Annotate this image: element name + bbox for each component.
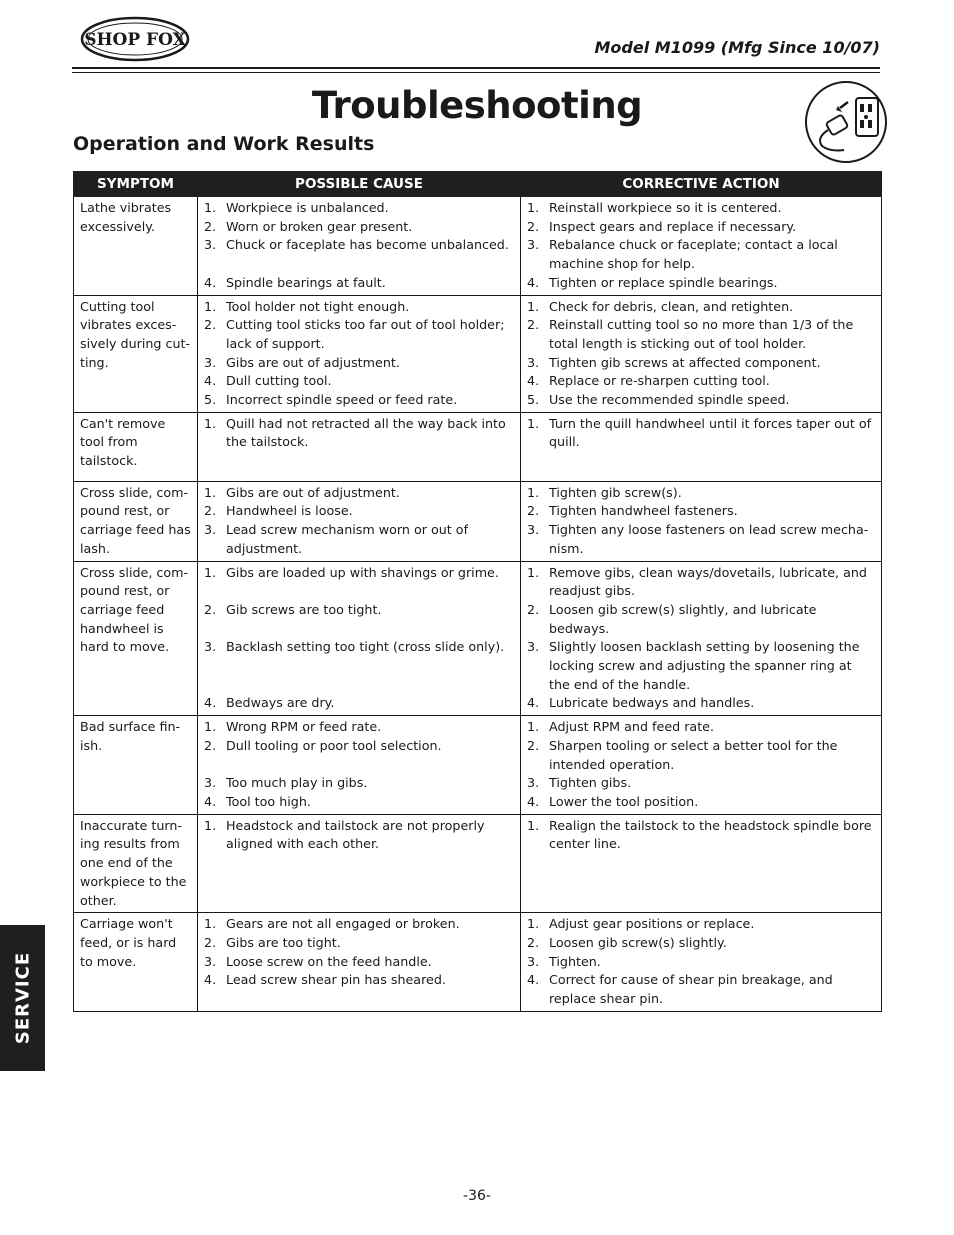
- item-text: Gibs are loaded up with shavings or grime.: [226, 564, 499, 580]
- action-cell: [521, 716, 882, 815]
- causes-list: [204, 564, 514, 714]
- item-text: Worn or broken gear present.: [226, 218, 413, 234]
- cause-item: [204, 774, 514, 793]
- page-title: Troubleshooting: [311, 84, 643, 127]
- action-item: [527, 953, 875, 972]
- item-text: Tighten or replace spindle bearings.: [549, 274, 778, 290]
- spacer: [204, 620, 514, 639]
- item-text: Lower the tool position.: [549, 793, 699, 809]
- action-item: [527, 298, 875, 317]
- item-text: Tighten handwheel fasteners.: [549, 503, 738, 519]
- cause-cell: [198, 197, 521, 296]
- item-number: 4.: [527, 793, 540, 809]
- item-number: 2.: [527, 317, 540, 333]
- item-number: 1.: [527, 200, 540, 215]
- item-text: Rebalance chuck or faceplate; contact a local machine shop for help.: [549, 237, 838, 272]
- item-number: 5.: [204, 392, 217, 408]
- item-text: Turn the quill handwheel until it forces taper out of quill.: [549, 415, 872, 450]
- item-text: Cutting tool sticks too far out of tool holder; lack of support.: [226, 317, 505, 351]
- cause-item: [204, 564, 514, 583]
- causes-list: [204, 915, 514, 990]
- item-text: Too much play in gibs.: [226, 775, 368, 791]
- item-text: Incorrect spindle speed or feed rate.: [226, 392, 458, 408]
- spacer: [204, 676, 514, 695]
- item-text: Dull cutting tool.: [226, 373, 332, 389]
- table-body: [74, 197, 882, 1012]
- item-number: 1.: [527, 415, 540, 431]
- item-number: 3.: [204, 354, 217, 370]
- item-number: 4.: [204, 695, 217, 711]
- action-item: [527, 817, 875, 854]
- action-cell: [521, 197, 882, 296]
- item-text: Bedways are dry.: [226, 695, 335, 711]
- actions-list: [527, 199, 875, 293]
- action-item: [527, 199, 875, 218]
- action-item: [527, 236, 875, 273]
- item-number: 2.: [527, 601, 540, 617]
- action-item: [527, 218, 875, 237]
- causes-list: [204, 817, 514, 854]
- item-number: 2.: [527, 737, 540, 753]
- spacer: [204, 756, 514, 775]
- item-number: 1.: [527, 817, 540, 833]
- item-text: Gears are not all engaged or broken.: [226, 916, 460, 932]
- cause-item: [204, 718, 514, 737]
- action-item: [527, 316, 875, 353]
- item-text: Use the recommended spindle speed.: [549, 392, 790, 408]
- header-rule: [72, 67, 880, 69]
- cause-cell: [198, 913, 521, 1012]
- item-number: 1.: [204, 916, 217, 932]
- item-number: 3.: [527, 953, 540, 969]
- symptom-cell: Lathe vibrates excessively.: [74, 197, 198, 296]
- item-text: Tool holder not tight enough.: [226, 298, 410, 314]
- item-text: Loose screw on the feed handle.: [226, 953, 432, 969]
- table-row: [74, 197, 882, 296]
- action-item: [527, 484, 875, 503]
- causes-list: [204, 298, 514, 410]
- section-tab-label: SERVICE: [12, 951, 33, 1045]
- cause-item: [204, 953, 514, 972]
- header-symptom: SYMPTOM: [74, 172, 198, 197]
- action-item: [527, 638, 875, 694]
- item-number: 4.: [204, 274, 217, 290]
- table-row: [74, 561, 882, 716]
- cause-cell: [198, 412, 521, 481]
- table-header-row: [74, 172, 882, 197]
- model-info: Model M1099 (Mfg Since 10/07): [594, 38, 880, 57]
- item-number: 2.: [527, 934, 540, 950]
- actions-list: [527, 415, 875, 452]
- item-text: Correct for cause of shear pin breakage, and replace shear pin.: [549, 972, 833, 1007]
- item-text: Lead screw mechanism worn or out of adjustment.: [226, 522, 469, 556]
- item-text: Tool too high.: [226, 793, 311, 809]
- item-number: 1.: [204, 817, 217, 833]
- item-text: Dull tooling or poor tool selection.: [226, 737, 442, 753]
- item-text: Backlash setting too tight (cross slide only).: [226, 639, 505, 655]
- item-text: Loosen gib screw(s) slightly.: [549, 934, 727, 950]
- item-text: Lead screw shear pin has sheared.: [226, 972, 446, 988]
- actions-list: [527, 298, 875, 410]
- item-number: 3.: [527, 237, 540, 253]
- symptom-cell: Cutting tool vibrates exces-sively during cut-ting.: [74, 295, 198, 412]
- electrical-plug-icon: [804, 80, 888, 164]
- item-text: Inspect gears and replace if necessary.: [549, 218, 797, 234]
- item-number: 1.: [527, 719, 540, 735]
- action-item: [527, 274, 875, 293]
- item-text: Gib screws are too tight.: [226, 601, 382, 617]
- symptom-cell: Cross slide, com-pound rest, or carriage feed has lash.: [74, 481, 198, 561]
- cause-cell: [198, 561, 521, 716]
- item-text: Reinstall cutting tool so no more than 1/3 of the total length is sticking out of tool holder.: [549, 317, 854, 351]
- causes-list: [204, 484, 514, 559]
- item-text: Check for debris, clean, and retighten.: [549, 298, 794, 314]
- item-number: 1.: [204, 200, 217, 215]
- table-row: [74, 412, 882, 481]
- action-item: [527, 391, 875, 410]
- action-item: [527, 372, 875, 391]
- cause-item: [204, 934, 514, 953]
- cause-item: [204, 817, 514, 854]
- item-number: 2.: [204, 503, 217, 519]
- item-number: 2.: [204, 737, 217, 753]
- item-number: 1.: [204, 564, 217, 580]
- actions-list: [527, 817, 875, 854]
- action-item: [527, 971, 875, 1008]
- item-number: 2.: [204, 601, 217, 617]
- actions-list: [527, 564, 875, 714]
- header-corrective-action: CORRECTIVE ACTION: [521, 172, 882, 197]
- item-text: Gibs are too tight.: [226, 934, 341, 950]
- item-number: 1.: [204, 415, 217, 431]
- action-item: [527, 694, 875, 713]
- item-text: Adjust gear positions or replace.: [549, 916, 755, 932]
- action-cell: [521, 561, 882, 716]
- actions-list: [527, 484, 875, 559]
- cause-item: [204, 971, 514, 990]
- item-number: 2.: [527, 503, 540, 519]
- item-number: 4.: [204, 972, 217, 988]
- item-text: Tighten gibs.: [549, 775, 632, 791]
- cause-item: [204, 316, 514, 353]
- symptom-cell: Carriage won't feed, or is hard to move.: [74, 913, 198, 1012]
- item-text: Chuck or faceplate has become unbalanced.: [226, 237, 509, 253]
- item-number: 3.: [527, 775, 540, 791]
- cause-item: [204, 372, 514, 391]
- item-number: 5.: [527, 392, 540, 408]
- action-item: [527, 774, 875, 793]
- table-row: [74, 716, 882, 815]
- item-number: 1.: [204, 484, 217, 500]
- item-number: 1.: [527, 298, 540, 314]
- table-row: [74, 295, 882, 412]
- cause-item: [204, 915, 514, 934]
- action-item: [527, 521, 875, 558]
- item-number: 4.: [204, 373, 217, 389]
- item-number: 4.: [204, 793, 217, 809]
- cause-item: [204, 199, 514, 218]
- action-item: [527, 601, 875, 638]
- cause-item: [204, 484, 514, 503]
- item-number: 4.: [527, 373, 540, 389]
- item-number: 3.: [527, 639, 540, 655]
- action-item: [527, 415, 875, 452]
- cause-cell: [198, 481, 521, 561]
- action-cell: [521, 481, 882, 561]
- item-text: Gibs are out of adjustment.: [226, 484, 400, 500]
- section-title: Operation and Work Results: [73, 133, 375, 155]
- cause-item: [204, 694, 514, 713]
- item-text: Wrong RPM or feed rate.: [226, 719, 382, 735]
- table-row: [74, 481, 882, 561]
- item-number: 2.: [204, 934, 217, 950]
- item-number: 2.: [204, 317, 217, 333]
- item-number: 3.: [527, 522, 540, 538]
- cause-item: [204, 218, 514, 237]
- item-number: 3.: [204, 237, 217, 253]
- item-text: Loosen gib screw(s) slightly, and lubricate bedways.: [549, 601, 817, 636]
- item-text: Remove gibs, clean ways/dovetails, lubricate, and readjust gibs.: [549, 564, 867, 599]
- item-text: Tighten gib screws at affected component.: [549, 354, 821, 370]
- item-number: 1.: [527, 564, 540, 580]
- section-tab-service: [0, 925, 45, 1071]
- cause-cell: [198, 814, 521, 913]
- action-item: [527, 934, 875, 953]
- action-cell: [521, 412, 882, 481]
- cause-item: [204, 354, 514, 373]
- page-number: -36-: [463, 1188, 491, 1204]
- symptom-cell: Bad surface fin-ish.: [74, 716, 198, 815]
- cause-item: [204, 601, 514, 620]
- item-number: 3.: [204, 775, 217, 791]
- item-text: Tighten gib screw(s).: [549, 484, 682, 500]
- item-text: Workpiece is unbalanced.: [226, 200, 389, 215]
- item-text: Realign the tailstock to the headstock spindle bore center line.: [549, 817, 872, 852]
- action-item: [527, 564, 875, 601]
- item-number: 1.: [527, 484, 540, 500]
- cause-cell: [198, 295, 521, 412]
- symptom-cell: Cross slide, com-pound rest, or carriage feed handwheel is hard to move.: [74, 561, 198, 716]
- item-number: 2.: [204, 218, 217, 234]
- item-text: Spindle bearings at fault.: [226, 274, 386, 290]
- item-number: 2.: [527, 218, 540, 234]
- item-number: 1.: [204, 298, 217, 314]
- shop-fox-logo: [80, 16, 190, 62]
- cause-item: [204, 638, 514, 657]
- cause-item: [204, 415, 514, 452]
- item-number: 1.: [527, 916, 540, 932]
- item-text: Tighten any loose fasteners on lead screw mecha-nism.: [549, 522, 869, 556]
- cause-item: [204, 793, 514, 812]
- header-possible-cause: POSSIBLE CAUSE: [198, 172, 521, 197]
- item-text: Lubricate bedways and handles.: [549, 695, 755, 711]
- item-text: Slightly loosen backlash setting by loosening the locking screw and adjusting the spanner ring at the end of the handle.: [549, 639, 860, 692]
- item-text: Headstock and tailstock are not properly aligned with each other.: [226, 817, 485, 852]
- item-number: 3.: [204, 639, 217, 655]
- symptom-cell: Inaccurate turn-ing results from one end of the workpiece to the other.: [74, 814, 198, 913]
- action-item: [527, 915, 875, 934]
- item-text: Quill had not retracted all the way back into the tailstock.: [226, 415, 506, 450]
- cause-item: [204, 521, 514, 558]
- header-rule-thin: [72, 72, 880, 73]
- item-number: 4.: [527, 274, 540, 290]
- actions-list: [527, 915, 875, 1009]
- action-item: [527, 718, 875, 737]
- causes-list: [204, 415, 514, 452]
- spacer: [204, 582, 514, 601]
- cause-item: [204, 502, 514, 521]
- item-text: Tighten.: [549, 953, 601, 969]
- item-number: 3.: [204, 953, 217, 969]
- causes-list: [204, 199, 514, 293]
- item-text: Adjust RPM and feed rate.: [549, 719, 715, 735]
- item-text: Handwheel is loose.: [226, 503, 353, 519]
- spacer: [204, 255, 514, 274]
- action-cell: [521, 295, 882, 412]
- cause-cell: [198, 716, 521, 815]
- cause-item: [204, 274, 514, 293]
- item-text: Reinstall workpiece so it is centered.: [549, 200, 782, 215]
- item-text: Sharpen tooling or select a better tool for the intended operation.: [549, 737, 838, 772]
- causes-list: [204, 718, 514, 812]
- action-item: [527, 737, 875, 774]
- action-item: [527, 502, 875, 521]
- item-number: 3.: [204, 522, 217, 538]
- cause-item: [204, 298, 514, 317]
- actions-list: [527, 718, 875, 812]
- symptom-cell: Can't remove tool from tailstock.: [74, 412, 198, 481]
- item-text: Replace or re-sharpen cutting tool.: [549, 373, 770, 389]
- cause-item: [204, 391, 514, 410]
- troubleshooting-table: [73, 171, 882, 1012]
- spacer: [204, 657, 514, 676]
- table-row: [74, 913, 882, 1012]
- action-item: [527, 793, 875, 812]
- cause-item: [204, 737, 514, 756]
- table-row: [74, 814, 882, 913]
- item-text: Gibs are out of adjustment.: [226, 354, 400, 370]
- action-cell: [521, 913, 882, 1012]
- item-number: 3.: [527, 354, 540, 370]
- item-number: 4.: [527, 695, 540, 711]
- cause-item: [204, 236, 514, 255]
- svg-text:SHOP FOX: SHOP FOX: [84, 30, 186, 50]
- action-cell: [521, 814, 882, 913]
- action-item: [527, 354, 875, 373]
- item-number: 1.: [204, 719, 217, 735]
- item-number: 4.: [527, 972, 540, 988]
